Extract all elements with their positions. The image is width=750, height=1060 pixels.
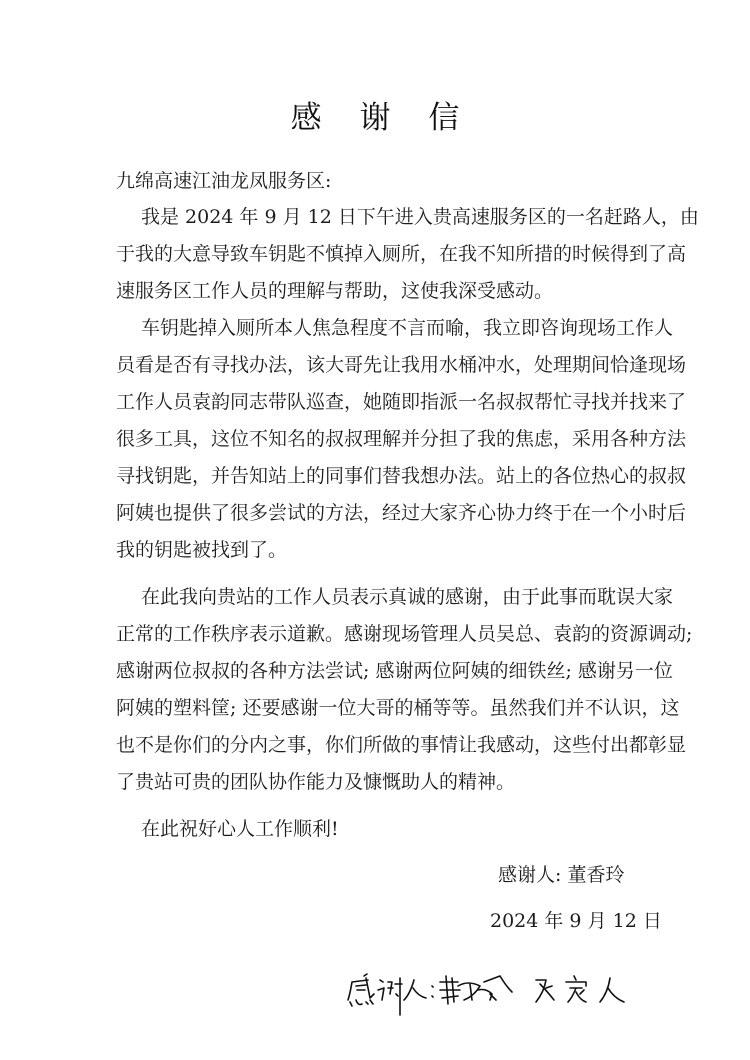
- closing-wish: 在此祝好心人工作顺利!: [141, 818, 339, 840]
- body-line: 了贵站可贵的团队协作能力及慷慨助人的精神。: [116, 771, 516, 793]
- body-line: 速服务区工作人员的理解与帮助，这使我深受感动。: [116, 280, 554, 302]
- handwritten-signature: [340, 960, 660, 1020]
- body-line: 于我的大意导致车钥匙不慎掉入厕所，在我不知所措的时候得到了高: [116, 243, 687, 265]
- body-line: 在此我向贵站的工作人员表示真诚的感谢，由于此事而耽误大家: [141, 586, 674, 608]
- salutation: 九绵高速江油龙凤服务区:: [116, 170, 332, 192]
- body-line: 阿姨的塑料筐; 还要感谢一位大哥的桶等等。虽然我们并不认识，这: [116, 697, 680, 719]
- body-line: 感谢两位叔叔的各种方法尝试; 感谢两位阿姨的细铁丝; 感谢另一位: [116, 660, 673, 682]
- body-line: 也不是你们的分内之事，你们所做的事情让我感动，这些付出都彰显: [116, 734, 687, 756]
- body-line: 工作人员袁韵同志带队巡查，她随即指派一名叔叔帮忙寻找并找来了: [116, 391, 687, 413]
- body-line: 寻找钥匙，并告知站上的同事们替我想办法。站上的各位热心的叔叔: [116, 465, 687, 487]
- thanker-name: 感谢人: 董香玲: [498, 864, 625, 886]
- body-line: 我是 2024 年 9 月 12 日下午进入贵高速服务区的一名赶路人，由: [141, 206, 699, 228]
- signature-strokes-icon: [340, 960, 660, 1020]
- body-line: 我的钥匙被找到了。: [116, 539, 288, 561]
- body-line: 员看是否有寻找办法，该大哥先让我用水桶冲水，处理期间恰逢现场: [116, 354, 687, 376]
- letter-date: 2024 年 9 月 12 日: [490, 910, 662, 932]
- body-line: 车钥匙掉入厕所本人焦急程度不言而喻，我立即咨询现场工作人: [141, 317, 674, 339]
- letter-title: 感 谢 信: [290, 100, 474, 136]
- body-line: 正常的工作秩序表示道歉。感谢现场管理人员吴总、袁韵的资源调动;: [116, 623, 693, 645]
- body-line: 很多工具，这位不知名的叔叔理解并分担了我的焦虑，采用各种方法: [116, 428, 687, 450]
- body-line: 阿姨也提供了很多尝试的方法，经过大家齐心协力终于在一个小时后: [116, 502, 687, 524]
